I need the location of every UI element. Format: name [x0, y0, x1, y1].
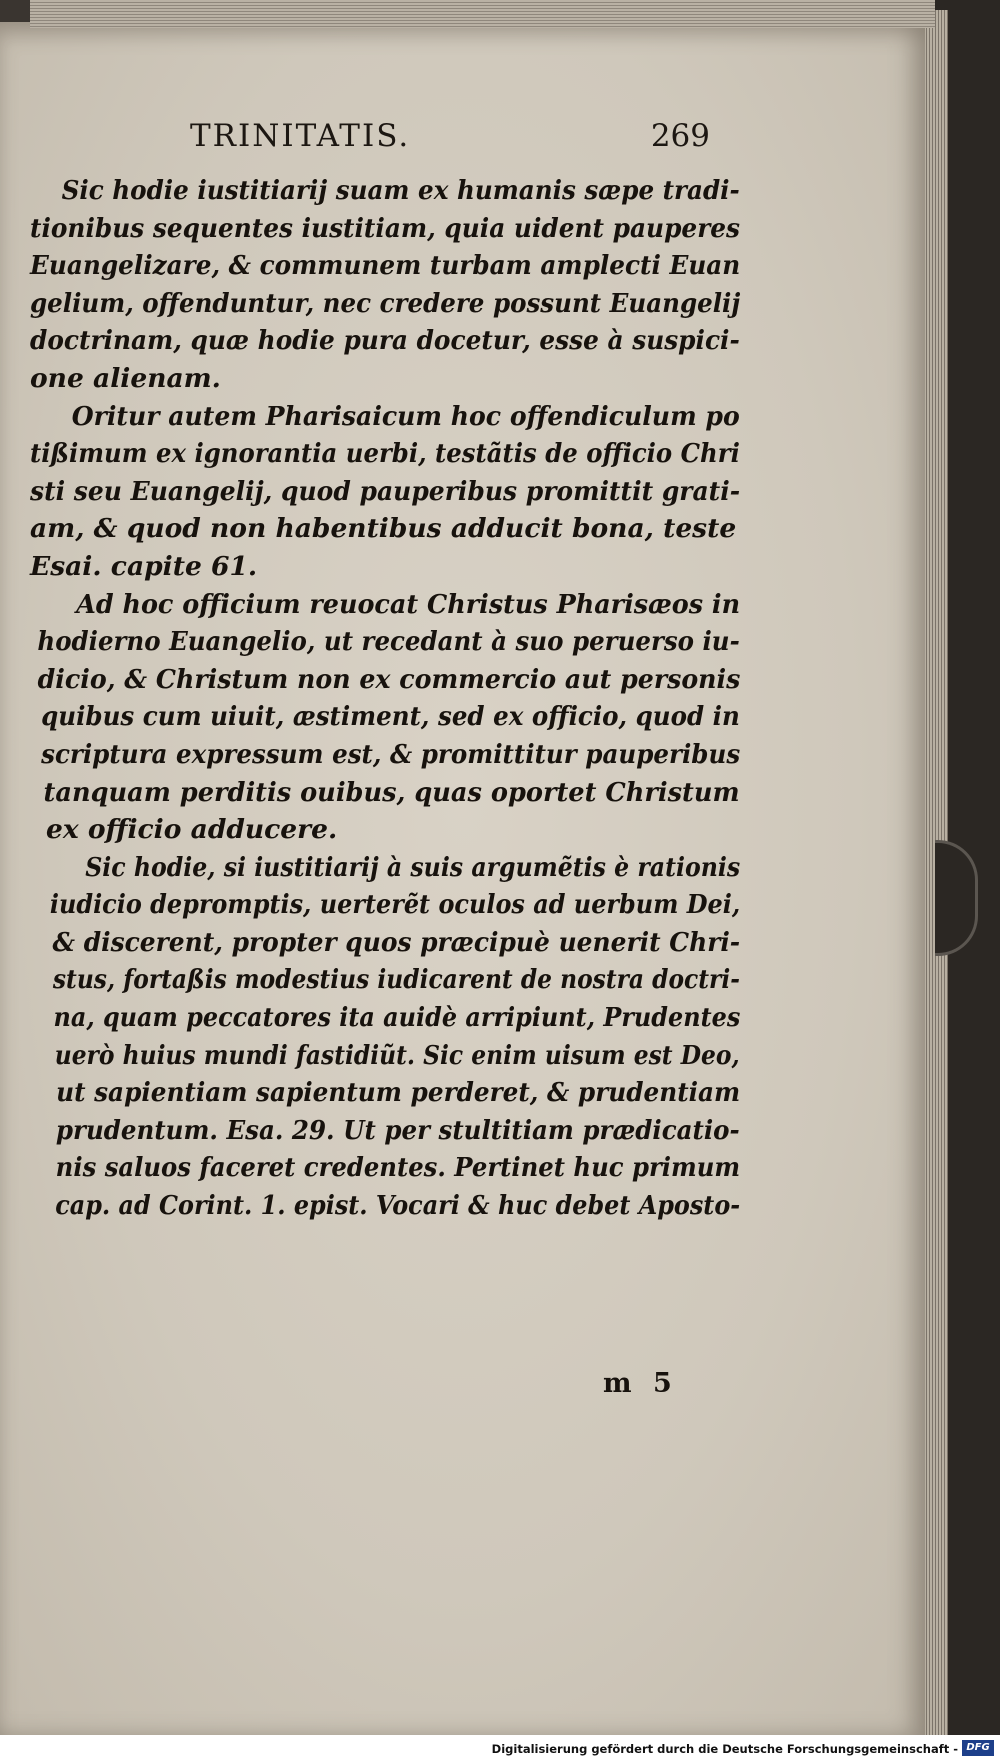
footer-credit: Digitalisierung gefördert durch die Deutsche Forschungsgemeinschaft -: [491, 1742, 958, 1756]
text-line: tionibus sequentes iustitiam, quia uident pauperes: [30, 212, 741, 244]
text-line: doctrinam, quæ hodie pura docetur, esse à suspici-: [30, 325, 740, 357]
text-line: tißimum ex ignorantia uerbi, testãtis de officio Chri: [30, 438, 740, 470]
text-line: sti seu Euangelij, quod pauperibus promittit grati-: [30, 475, 741, 507]
page-number: 269: [650, 118, 710, 154]
text-line: tanquam perditis ouibus, quas oportet Christum: [43, 776, 740, 808]
text-line: prudentum. Esa. 29. Ut per stultitiam prædicatio-: [55, 1114, 740, 1146]
text-line: gelium, offenduntur, nec credere possunt Euangelij: [30, 287, 741, 319]
signature-mark: m 5: [603, 1368, 678, 1399]
text-line: ut sapientiam sapientum perderet, & prudentiam: [56, 1077, 741, 1109]
body-text: [30, 172, 740, 1225]
text-line: & discerent, propter quos præcipuè uenerit Chri-: [52, 926, 741, 958]
text-line: iudicio depromptis, uerterẽt oculos ad uerbum Dei,: [49, 889, 741, 921]
top-page-edges: [30, 0, 935, 28]
text-line: one alienam.: [30, 362, 221, 394]
text-line: stus, fortaßis modestius iudicarent de nostra doctri-: [52, 964, 740, 996]
text-line: nis saluos faceret credentes. Pertinet huc primum: [55, 1152, 741, 1184]
text-line: quibus cum uiuit, æstiment, sed ex officio, quod in: [41, 701, 740, 733]
text-line: scriptura expressum est, & promittitur pauperibus: [41, 738, 741, 770]
text-line: ex officio adducere.: [46, 814, 338, 846]
text-line: Euangelizare, & communem turbam amplecti Euan: [30, 250, 741, 282]
text-line: Ad hoc officium reuocat Christus Pharisæos in: [76, 588, 741, 620]
running-head-title: TRINITATIS.: [190, 118, 411, 154]
text-line: uerò huius mundi fastidiũt. Sic enim uisum est Deo,: [54, 1039, 740, 1071]
running-head: [190, 118, 710, 158]
digitization-footer: [0, 1735, 1000, 1763]
text-line: am, & quod non habentibus adducit bona, teste: [30, 513, 737, 545]
page-clip: [935, 840, 978, 956]
text-line: Sic hodie, si iustitiarij à suis argumẽtis è rationis: [85, 851, 741, 883]
text-line: hodierno Euangelio, ut recedant à suo peruerso iu-: [37, 626, 740, 658]
text-line: Oritur autem Pharisaicum hoc offendiculum po: [71, 400, 740, 432]
dfg-logo: DFG: [962, 1740, 994, 1756]
text-line: Esai. capite 61.: [30, 550, 258, 582]
text-line: dicio, & Christum non ex commercio aut personis: [37, 663, 741, 695]
text-line: Sic hodie iustitiarij suam ex humanis sæpe tradi-: [61, 175, 740, 206]
text-line: na, quam peccatores ita auidè arripiunt, Prudentes: [53, 1002, 741, 1034]
text-line: cap. ad Corint. 1. epist. Vocari & huc debet Aposto-: [55, 1190, 741, 1222]
